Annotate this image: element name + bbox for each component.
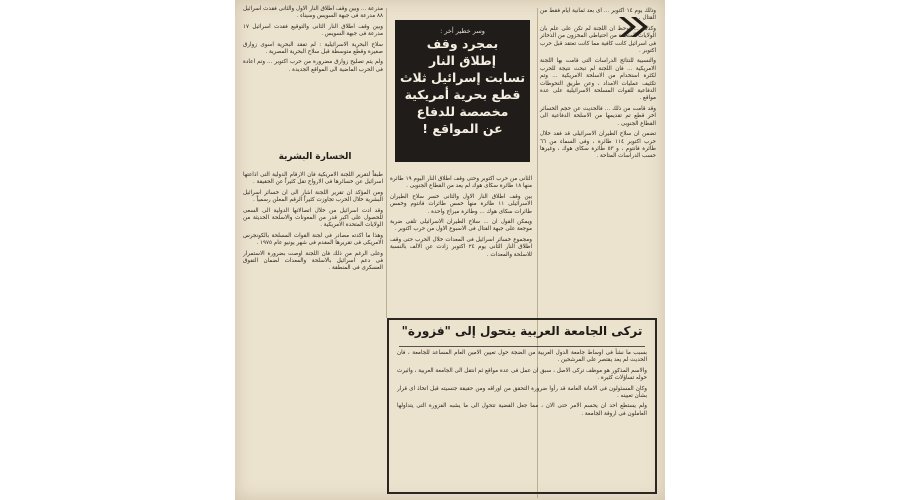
boxed-item-body [397, 350, 647, 421]
paragraph: بسبب ما نشأ فى اوساط جامعة الدول العربية من الضجة حول تعيين الامين العام المساعد للجامعة ، فان الحديث لم يعد يقتصر على المرشحين . [397, 350, 647, 364]
headline-box [395, 20, 530, 162]
headline-line: تسابت إسرائيل ثلاث [399, 70, 526, 85]
headline-line: مخصصة للدفاع [416, 104, 509, 119]
paragraph: تضمن ان سلاح الطيران الاسرائيلى قد فقد خلال حرب اكتوبر ١١٤ طائرة ، وفى السماء من ٦٦ طائرة فانتوم ، و ٥٣ طائرة سكاى هوك ، وغيرها حسب الدراسات المتاحة . [540, 131, 656, 160]
paragraph: وقد ادت اسرائيل من خلال اتصالاتها الدولية الى السعى للحصول على اكبر قدر من المعونات والاسلحة الحديثة من الولايات المتحدة الامريكية . [243, 207, 383, 229]
paragraph: سلاح البحرية الاسرائيلية : لم تفقد البحرية اسوى زوارق صغيرة وقطع متوسطة قبل سلاح البحرية المصرية . [243, 41, 383, 56]
headline-line: قطع بحرية أمريكية [404, 87, 521, 102]
paragraph: ولم يتم تصليح زوارق مضرورة من حرب اكتوبر ... وتم اعادة فى الحرب الماضية الى المواقع الجديدة . [243, 59, 383, 73]
headline-line: إطلاق النار [428, 53, 497, 68]
section-heading: الخسارة البشرية [278, 152, 352, 162]
magazine-page-scan [235, 0, 665, 500]
headline-author: وسر خطير أخر : [440, 27, 485, 35]
article-column-middle [390, 176, 532, 262]
column-rule [386, 8, 387, 318]
paragraph: ومجموع خسائر اسرائيل فى المعدات خلال الحرب حتى وقف اطلاق النار الثانى يوم ٢٤ اكتوبر زادت عن الالف بالنسبة للاسلحة والمعدات . [390, 236, 532, 258]
boxed-news-item [387, 318, 657, 494]
article-column-right [540, 8, 656, 164]
paragraph: والنسبية للنتائج الدراسات التى قامت بها اللجنة الامريكية ... فان اللجنة لم تبحث نتيجة للحرب لكثرة استخدام من الاسلحة الامريكية ... وتم تكثيف عمليات الامداد ، وعن طريق التحوطات الدفاعية للقوات المسلحة الاسرائيلية على عدة مواقع . [540, 58, 656, 102]
paragraph: ولم يستطع احد ان يحسم الامر حتى الان ، مما جعل القضية تتحول الى ما يشبه الفزورة التى يتداولها العاملون فى اروقة الجامعة . [397, 403, 647, 417]
title-divider [399, 346, 645, 347]
paragraph: ويمكن القول ان ... سلاح الطيران الاسرائيلى تلقى ضربة موجعة على جبهة القتال فى الاسبوع الاول من حرب اكتوبر . [390, 219, 532, 233]
paragraph: والاسم المذكور هو موظف تركى الاصل ، سبق ان عمل فى عدة مواقع ثم انتقل الى الجامعة العربية ، واثيرت حوله تساؤلات كثيرة . [397, 367, 647, 382]
paragraph: وهذا ما اكدته مصادر فى لجنة القوات المسلحة بالكونجرس الامريكى فى تقريرها المقدم فى شهر يونيو عام ١٩٧٥ . [243, 232, 383, 247]
paragraph: الثانى من حرب اكتوبر وحتى وقف اطلاق النار اليوم ١٩ طائرة منها ١٨ طائرة سكاى هوك لم يعد من القطاع الجنوبى . [390, 176, 532, 190]
headline-line: بمجرد وقف [426, 36, 499, 51]
article-column-left-bottom [243, 172, 383, 276]
paragraph: مدرعة ... وبين وقف اطلاق النار الاول والثانى فقدت اسرائيل ٨٨ مدرعة فى جبهة السويس وسيناء . [243, 6, 383, 20]
paragraph: وقد قامت من ذلك ... فالحديث عن حجم الخسائر اخر قطع تم تقديمها من الاسلحة الدفاعية الى القطاع الجنوبى . [540, 105, 656, 127]
paragraph: ومن المؤكد ان تقرير اللجنة اشار الى ان خسائر اسرائيل البشرية خلال الحرب تجاوزت كثيراً الرقم المعلن رسمياً . [243, 189, 383, 204]
paragraph: بين وقف اطلاق النار الاول والثانى خسر سلاح الطيران الاسرائيلى ١١ طائرة منها خمس طائرات فانتوم وخمس طائرات سكاى هوك ... وطائرة ميراج واحدة . [390, 193, 533, 215]
paragraph: وبين وقف اطلاق النار الثانى والتوقيع فقدت اسرائيل ١٧ مدرعة فى جبهة السويس . [243, 23, 383, 38]
article-column-left-top [243, 6, 383, 77]
paragraph: وكان المسئولون فى الامانة العامة قد رأوا ضرورة التحقق من اوراقه ومن حقيقة جنسيته قبل اتخاذ اى قرار بشأن تعيينه . [397, 385, 647, 400]
paragraph: وكذلك ... لوحظ ان اللجنة لم تكن على علم بان الولايات المتحدة من احتياطى المخزون من الذخائر فى اسرائيل كانت كافية مما كانت تعتقد قبل حرب اكتوبر . [540, 25, 656, 55]
headline-line: عن المواقع ! [422, 121, 503, 136]
paragraph: طبقاً لتقرير اللجنة الامريكية فان الارقام الدولية التى اذاعتها اسرائيل عن خسائرها فى الارواح تقل كثيراً عن الحقيقة . [243, 172, 383, 186]
boxed-item-title: تركى الجامعة العربية يتحول إلى "فزورة" [401, 324, 643, 338]
paragraph: وذلك يوم ١٤ اكتوبر ... اى بعد ثمانية ايام فقط من القتال . [540, 8, 656, 22]
paragraph: وعلى الرغم من ذلك فان اللجنة اوصت بضرورة الاستمرار فى دعم اسرائيل بالاسلحة والمعدات لضمان التفوق العسكرى فى المنطقة . [243, 250, 383, 272]
